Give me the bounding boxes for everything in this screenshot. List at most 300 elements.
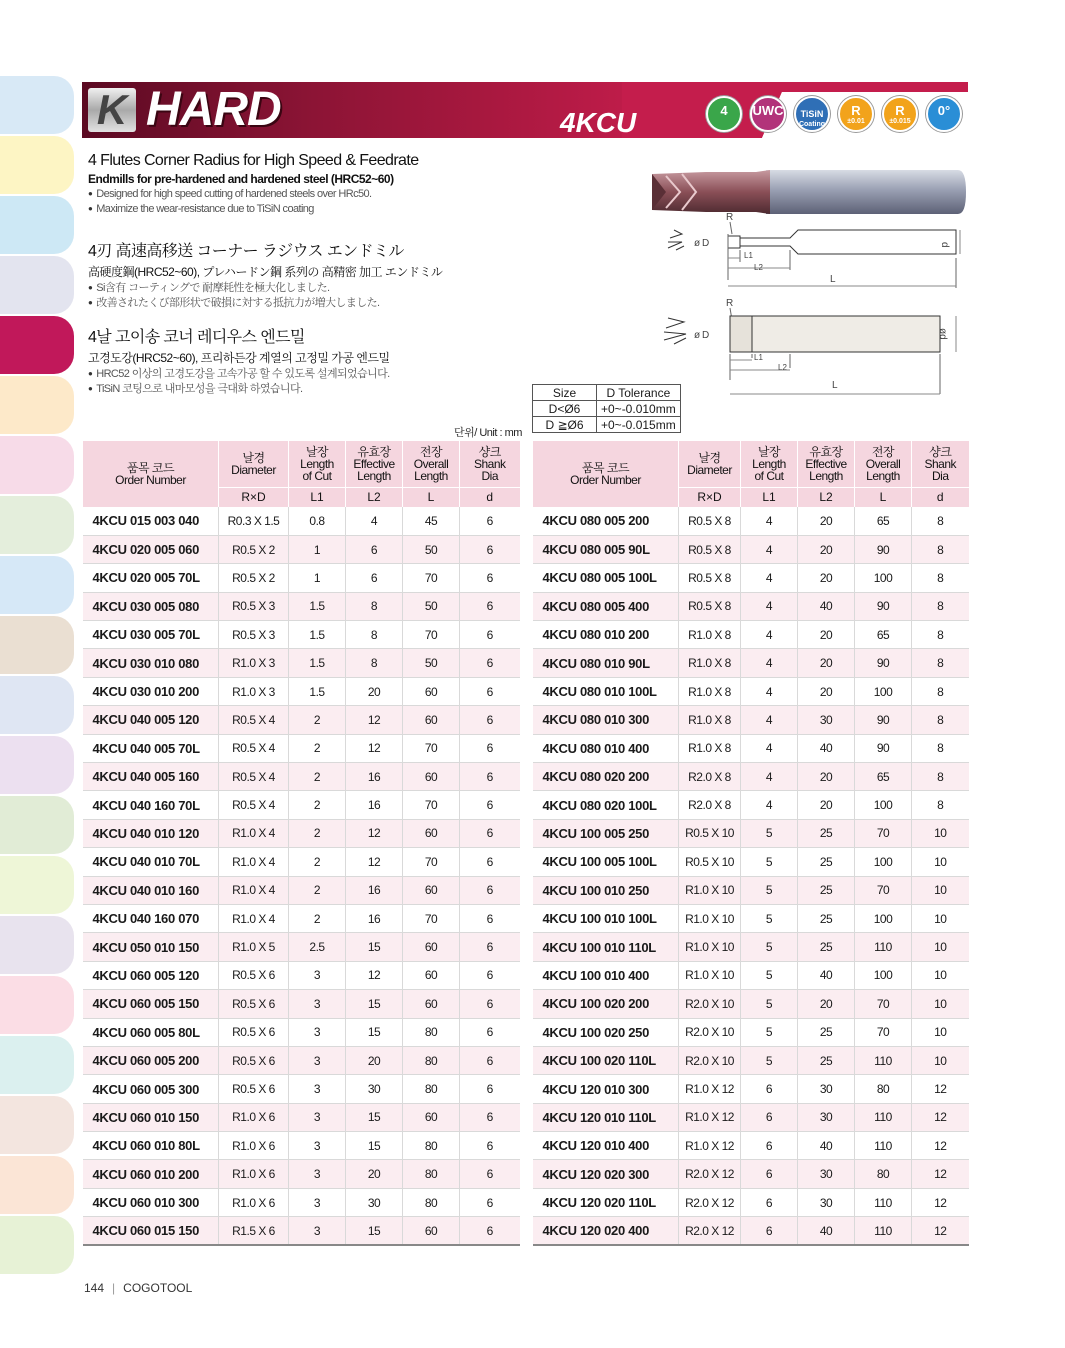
spec-cell: R2.0 X 10	[679, 990, 741, 1018]
svg-text:R: R	[726, 298, 734, 309]
spec-cell: 10	[912, 876, 969, 904]
svg-text:L2: L2	[778, 363, 787, 372]
order-number-cell: 4KCU 120 020 110L	[533, 1188, 679, 1216]
table-row	[533, 990, 969, 1018]
spec-cell: 90	[855, 592, 912, 620]
spec-cell: 12	[346, 734, 403, 762]
spec-cell: R1.0 X 10	[679, 904, 741, 932]
spec-cell: R1.0 X 6	[219, 1160, 289, 1188]
section-tab	[0, 1036, 74, 1094]
table-row	[533, 1103, 969, 1131]
order-number-cell: 4KCU 050 010 150	[83, 933, 219, 961]
spec-cell: 5	[741, 904, 798, 932]
table-row	[83, 848, 520, 876]
svg-text:ød: ød	[937, 328, 948, 340]
spec-cell: 8	[912, 734, 969, 762]
order-number-cell: 4KCU 100 010 400	[533, 961, 679, 989]
spec-cell: 60	[403, 1217, 460, 1245]
spec-cell: 8	[912, 706, 969, 734]
description-korean	[88, 324, 390, 397]
spec-cell: R0.5 X 3	[219, 621, 289, 649]
section-tab	[0, 436, 74, 494]
spec-cell: 80	[855, 1075, 912, 1103]
order-number-cell: 4KCU 020 005 060	[83, 535, 219, 563]
spec-cell: R1.0 X 10	[679, 933, 741, 961]
spec-cell: 40	[798, 592, 855, 620]
section-tab	[0, 196, 74, 254]
spec-cell: 30	[798, 1160, 855, 1188]
section-tab	[0, 796, 74, 854]
spec-cell: R1.0 X 12	[679, 1103, 741, 1131]
section-tab	[0, 376, 74, 434]
spec-cell: 6	[460, 1018, 520, 1046]
spec-cell: 8	[912, 621, 969, 649]
symbol-header: L1	[741, 487, 798, 507]
table-row	[533, 649, 969, 677]
spec-cell: 60	[403, 990, 460, 1018]
spec-cell: 65	[855, 621, 912, 649]
spec-cell: R0.5 X 8	[679, 592, 741, 620]
table-row	[533, 876, 969, 904]
spec-cell: R0.5 X 10	[679, 848, 741, 876]
spec-cell: 6	[460, 734, 520, 762]
table-row	[533, 791, 969, 819]
spec-cell: 90	[855, 649, 912, 677]
spec-cell: 16	[346, 904, 403, 932]
order-number-cell: 4KCU 030 005 70L	[83, 621, 219, 649]
table-row	[533, 1160, 969, 1188]
section-tab	[0, 256, 74, 314]
spec-cell: 20	[346, 677, 403, 705]
order-number-cell: 4KCU 080 020 200	[533, 763, 679, 791]
tolerance-header: Size	[533, 385, 597, 401]
overall-length-header: 전장 Overall Length	[403, 441, 460, 487]
spec-cell: 70	[403, 734, 460, 762]
spec-cell: 30	[798, 706, 855, 734]
spec-cell: 60	[403, 677, 460, 705]
spec-cell: 3	[289, 990, 346, 1018]
section-tab	[0, 1216, 74, 1274]
symbol-header: R×D	[679, 487, 741, 507]
spec-cell: 50	[403, 649, 460, 677]
spec-cell: 25	[798, 876, 855, 904]
spec-cell: 4	[741, 763, 798, 791]
description-bullet: ● HRC52 이상의 고경도강을 고속가공 할 수 있도록 설계되었습니다.	[88, 367, 390, 382]
spec-cell: R0.5 X 6	[219, 990, 289, 1018]
spec-cell: 4	[741, 535, 798, 563]
spec-cell: 12	[346, 961, 403, 989]
spec-cell: 45	[403, 507, 460, 535]
table-row	[83, 706, 520, 734]
unit-label: 단위/ Unit : mm	[454, 427, 522, 439]
spec-cell: 4	[741, 734, 798, 762]
spec-cell: 30	[798, 1103, 855, 1131]
length-of-cut-header: 날장 Length of Cut	[741, 441, 798, 487]
spec-cell: R2.0 X 8	[679, 763, 741, 791]
order-number-cell: 4KCU 100 010 110L	[533, 933, 679, 961]
spec-cell: 12	[912, 1160, 969, 1188]
spec-cell: 12	[912, 1188, 969, 1216]
description-subtitle: 고경도강(HRC52~60), 프리하든강 계열의 고정밀 가공 엔드밀	[88, 351, 390, 365]
spec-cell: 25	[798, 1018, 855, 1046]
spec-cell: 25	[798, 848, 855, 876]
spec-cell: R0.5 X 6	[219, 1018, 289, 1046]
order-number-cell: 4KCU 120 020 300	[533, 1160, 679, 1188]
spec-cell: 30	[798, 1188, 855, 1216]
spec-cell: 8	[912, 564, 969, 592]
order-number-cell: 4KCU 120 010 300	[533, 1075, 679, 1103]
order-number-header: 품목 코드 Order Number	[533, 441, 679, 507]
spec-cell: 30	[346, 1188, 403, 1216]
spec-cell: 20	[798, 677, 855, 705]
table-row	[83, 535, 520, 563]
spec-cell: 0.8	[289, 507, 346, 535]
spec-cell: 8	[346, 649, 403, 677]
spec-cell: 6	[460, 961, 520, 989]
spec-cell: 5	[741, 876, 798, 904]
spec-cell: 50	[403, 535, 460, 563]
spec-cell: 3	[289, 1018, 346, 1046]
order-number-cell: 4KCU 040 010 160	[83, 876, 219, 904]
order-number-cell: 4KCU 100 020 250	[533, 1018, 679, 1046]
spec-cell: 100	[855, 791, 912, 819]
product-table-left	[82, 441, 520, 1246]
order-number-cell: 4KCU 060 010 80L	[83, 1132, 219, 1160]
spec-cell: 6	[460, 1046, 520, 1074]
spec-cell: R2.0 X 12	[679, 1217, 741, 1245]
spec-cell: 5	[741, 819, 798, 847]
spec-cell: 12	[912, 1132, 969, 1160]
spec-cell: R1.0 X 3	[219, 677, 289, 705]
order-number-cell: 4KCU 080 005 100L	[533, 564, 679, 592]
spec-cell: R1.0 X 8	[679, 649, 741, 677]
section-tab	[0, 1096, 74, 1154]
spec-cell: R0.5 X 8	[679, 564, 741, 592]
spec-cell: 110	[855, 1046, 912, 1074]
spec-cell: 8	[346, 592, 403, 620]
spec-cell: R2.0 X 12	[679, 1188, 741, 1216]
spec-cell: 6	[460, 1075, 520, 1103]
svg-text:L: L	[832, 380, 838, 391]
spec-cell: 6	[460, 791, 520, 819]
spec-cell: 3	[289, 961, 346, 989]
spec-cell: 10	[912, 904, 969, 932]
spec-cell: 10	[912, 961, 969, 989]
spec-cell: 100	[855, 961, 912, 989]
spec-cell: 2	[289, 791, 346, 819]
section-tab	[0, 676, 74, 734]
section-tab	[0, 976, 74, 1034]
order-number-cell: 4KCU 100 020 200	[533, 990, 679, 1018]
section-index-tabs	[0, 76, 74, 1276]
spec-cell: 3	[289, 1075, 346, 1103]
spec-cell: 20	[798, 791, 855, 819]
spec-cell: 2.5	[289, 933, 346, 961]
spec-cell: R1.5 X 6	[219, 1217, 289, 1245]
symbol-header: d	[460, 487, 520, 507]
spec-cell: 12	[346, 706, 403, 734]
spec-cell: 6	[460, 876, 520, 904]
spec-cell: R2.0 X 8	[679, 791, 741, 819]
spec-cell: 6	[460, 990, 520, 1018]
tolerance-header: D Tolerance	[597, 385, 681, 401]
order-number-cell: 4KCU 040 005 70L	[83, 734, 219, 762]
spec-cell: 100	[855, 677, 912, 705]
spec-cell: 12	[346, 819, 403, 847]
spec-cell: R0.5 X 6	[219, 1046, 289, 1074]
tolerance-cell: D<Ø6	[533, 401, 597, 417]
table-row	[533, 535, 969, 563]
symbol-header: L2	[798, 487, 855, 507]
svg-text:ø: ø	[694, 330, 701, 341]
spec-cell: 3	[289, 1160, 346, 1188]
order-number-cell: 4KCU 020 005 70L	[83, 564, 219, 592]
spec-cell: R1.0 X 8	[679, 734, 741, 762]
spec-cell: 30	[798, 1075, 855, 1103]
description-bullet: ● Designed for high speed cutting of hardened steels over HRc50.	[88, 187, 419, 202]
spec-cell: 4	[741, 621, 798, 649]
diagram-label-l: L	[830, 274, 836, 285]
table-row	[83, 876, 520, 904]
footer-brand: COGOTOOL	[123, 1281, 193, 1295]
spec-cell: 50	[403, 592, 460, 620]
spec-cell: 2	[289, 848, 346, 876]
order-number-cell: 4KCU 040 010 70L	[83, 848, 219, 876]
table-row	[533, 848, 969, 876]
spec-cell: 5	[741, 1046, 798, 1074]
spec-cell: 6	[460, 933, 520, 961]
spec-cell: 6	[460, 677, 520, 705]
table-row	[83, 1046, 520, 1074]
table-row	[83, 904, 520, 932]
order-number-cell: 4KCU 040 160 070	[83, 904, 219, 932]
spec-cell: 6	[460, 848, 520, 876]
table-row	[83, 933, 520, 961]
spec-cell: 2	[289, 706, 346, 734]
spec-cell: 8	[912, 791, 969, 819]
spec-cell: 6	[460, 564, 520, 592]
spec-cell: 80	[403, 1018, 460, 1046]
order-number-cell: 4KCU 100 020 110L	[533, 1046, 679, 1074]
spec-cell: 3	[289, 1132, 346, 1160]
table-row	[533, 734, 969, 762]
spec-cell: 4	[741, 564, 798, 592]
spec-cell: 12	[912, 1075, 969, 1103]
order-number-cell: 4KCU 100 010 250	[533, 876, 679, 904]
spec-cell: 70	[855, 1018, 912, 1046]
order-number-cell: 4KCU 040 160 70L	[83, 791, 219, 819]
symbol-header: L	[403, 487, 460, 507]
spec-cell: 25	[798, 933, 855, 961]
spec-cell: 1.5	[289, 649, 346, 677]
spec-cell: 10	[912, 819, 969, 847]
section-tab	[0, 856, 74, 914]
spec-cell: 100	[855, 904, 912, 932]
spec-cell: 20	[798, 649, 855, 677]
description-title: 4刃 高速高移送 コーナー ラジウス エンドミル	[88, 243, 404, 260]
table-row	[83, 677, 520, 705]
order-number-cell: 4KCU 100 005 250	[533, 819, 679, 847]
diagram-label-r: R	[726, 212, 734, 223]
spec-cell: 8	[912, 507, 969, 535]
section-tab	[0, 616, 74, 674]
spec-cell: R0.5 X 2	[219, 564, 289, 592]
spec-cell: 20	[798, 564, 855, 592]
page-number: 144	[84, 1281, 105, 1295]
order-number-cell: 4KCU 060 005 80L	[83, 1018, 219, 1046]
tolerance-cell: D ≧Ø6	[533, 417, 597, 433]
radius-tolerance-icon: R ±0.015	[882, 96, 918, 132]
spec-cell: 70	[403, 564, 460, 592]
spec-cell: 6	[460, 819, 520, 847]
spec-cell: 4	[346, 507, 403, 535]
diameter-header: 날경 Diameter	[219, 441, 289, 487]
spec-cell: 8	[912, 677, 969, 705]
order-number-cell: 4KCU 080 005 200	[533, 507, 679, 535]
spec-cell: 15	[346, 1217, 403, 1245]
spec-cell: 60	[403, 819, 460, 847]
spec-cell: 90	[855, 734, 912, 762]
order-number-cell: 4KCU 120 010 400	[533, 1132, 679, 1160]
spec-cell: 25	[798, 904, 855, 932]
order-number-cell: 4KCU 080 010 200	[533, 621, 679, 649]
spec-cell: 20	[798, 621, 855, 649]
spec-cell: 110	[855, 1217, 912, 1245]
spec-cell: 8	[912, 535, 969, 563]
spec-cell: 100	[855, 848, 912, 876]
spec-cell: R1.0 X 8	[679, 621, 741, 649]
spec-cell: 40	[798, 734, 855, 762]
overall-length-header: 전장 Overall Length	[855, 441, 912, 487]
spec-cell: 100	[855, 564, 912, 592]
order-number-cell: 4KCU 015 003 040	[83, 507, 219, 535]
spec-cell: 8	[346, 621, 403, 649]
spec-cell: 80	[403, 1046, 460, 1074]
section-tab	[0, 556, 74, 614]
spec-cell: 15	[346, 990, 403, 1018]
spec-cell: 20	[346, 1046, 403, 1074]
spec-cell: R0.5 X 4	[219, 791, 289, 819]
svg-text:D: D	[702, 330, 710, 341]
model-name: 4KCU	[560, 107, 637, 138]
spec-cell: 40	[798, 1132, 855, 1160]
description-bullet: ● Maximize the wear-resistance due to TiSiN coating	[88, 202, 419, 217]
spec-cell: R0.5 X 3	[219, 592, 289, 620]
symbol-header: d	[912, 487, 969, 507]
diagram-label-d: D	[702, 238, 710, 249]
order-number-cell: 4KCU 060 015 150	[83, 1217, 219, 1245]
tool-dimension-diagram	[640, 208, 970, 402]
order-number-cell: 4KCU 040 005 120	[83, 706, 219, 734]
spec-cell: 4	[741, 507, 798, 535]
table-row	[83, 1103, 520, 1131]
spec-cell: 15	[346, 1132, 403, 1160]
spec-cell: 1	[289, 564, 346, 592]
spec-cell: 6	[346, 535, 403, 563]
order-number-cell: 4KCU 080 010 90L	[533, 649, 679, 677]
spec-cell: 4	[741, 592, 798, 620]
section-tab	[0, 736, 74, 794]
spec-cell: 6	[741, 1188, 798, 1216]
spec-cell: R0.5 X 8	[679, 535, 741, 563]
table-row	[83, 621, 520, 649]
spec-cell: R1.0 X 10	[679, 961, 741, 989]
spec-cell: 60	[403, 706, 460, 734]
spec-cell: R0.5 X 4	[219, 763, 289, 791]
spec-cell: 80	[403, 1132, 460, 1160]
spec-cell: 60	[403, 933, 460, 961]
order-number-cell: 4KCU 120 010 110L	[533, 1103, 679, 1131]
table-row	[533, 621, 969, 649]
spec-cell: R0.5 X 4	[219, 706, 289, 734]
spec-cell: 80	[403, 1188, 460, 1216]
table-row	[533, 1188, 969, 1216]
table-row	[533, 819, 969, 847]
section-tab	[0, 76, 74, 134]
length-of-cut-header: 날장 Length of Cut	[289, 441, 346, 487]
table-row	[533, 904, 969, 932]
table-row	[83, 734, 520, 762]
order-number-cell: 4KCU 060 010 200	[83, 1160, 219, 1188]
spec-cell: 10	[912, 848, 969, 876]
spec-cell: 12	[346, 848, 403, 876]
order-number-cell: 4KCU 080 010 300	[533, 706, 679, 734]
spec-cell: 110	[855, 1188, 912, 1216]
spec-cell: 110	[855, 1103, 912, 1131]
spec-cell: 5	[741, 990, 798, 1018]
spec-cell: R1.0 X 10	[679, 876, 741, 904]
spec-cell: 20	[798, 990, 855, 1018]
spec-cell: 20	[798, 535, 855, 563]
spec-cell: 20	[798, 763, 855, 791]
table-row	[533, 1018, 969, 1046]
table-row	[533, 961, 969, 989]
spec-cell: 6	[460, 1132, 520, 1160]
description-subtitle: 高硬度鋼(HRC52~60), プレハードン鋼 系列の 高精密 加工 エンドミル	[88, 265, 443, 279]
table-row	[533, 1132, 969, 1160]
table-row	[83, 507, 520, 535]
symbol-header: L	[855, 487, 912, 507]
spec-cell: 4	[741, 706, 798, 734]
order-number-cell: 4KCU 060 005 120	[83, 961, 219, 989]
spec-cell: 70	[855, 876, 912, 904]
diagram-label-shank-d: d	[939, 242, 950, 248]
spec-cell: 6	[741, 1160, 798, 1188]
svg-text:ø: ø	[694, 238, 701, 249]
section-tab	[0, 916, 74, 974]
spec-cell: R1.0 X 12	[679, 1075, 741, 1103]
spec-cell: 80	[403, 1160, 460, 1188]
spec-cell: 3	[289, 1103, 346, 1131]
spec-cell: 15	[346, 1103, 403, 1131]
table-row	[83, 649, 520, 677]
spec-cell: 6	[460, 621, 520, 649]
table-row	[533, 1075, 969, 1103]
spec-cell: 5	[741, 848, 798, 876]
spec-cell: 6	[741, 1217, 798, 1245]
table-row	[533, 677, 969, 705]
section-tab	[0, 496, 74, 554]
spec-cell: 15	[346, 1018, 403, 1046]
page-footer: 144 | COGOTOOL	[84, 1281, 193, 1295]
spec-cell: 60	[403, 961, 460, 989]
spec-cell: R1.0 X 6	[219, 1103, 289, 1131]
order-number-cell: 4KCU 060 005 200	[83, 1046, 219, 1074]
table-row	[533, 507, 969, 535]
spec-cell: 16	[346, 763, 403, 791]
description-bullet: ● Si含有 コーティングで 耐摩耗性を極大化しました.	[88, 281, 442, 296]
spec-cell: 10	[912, 990, 969, 1018]
